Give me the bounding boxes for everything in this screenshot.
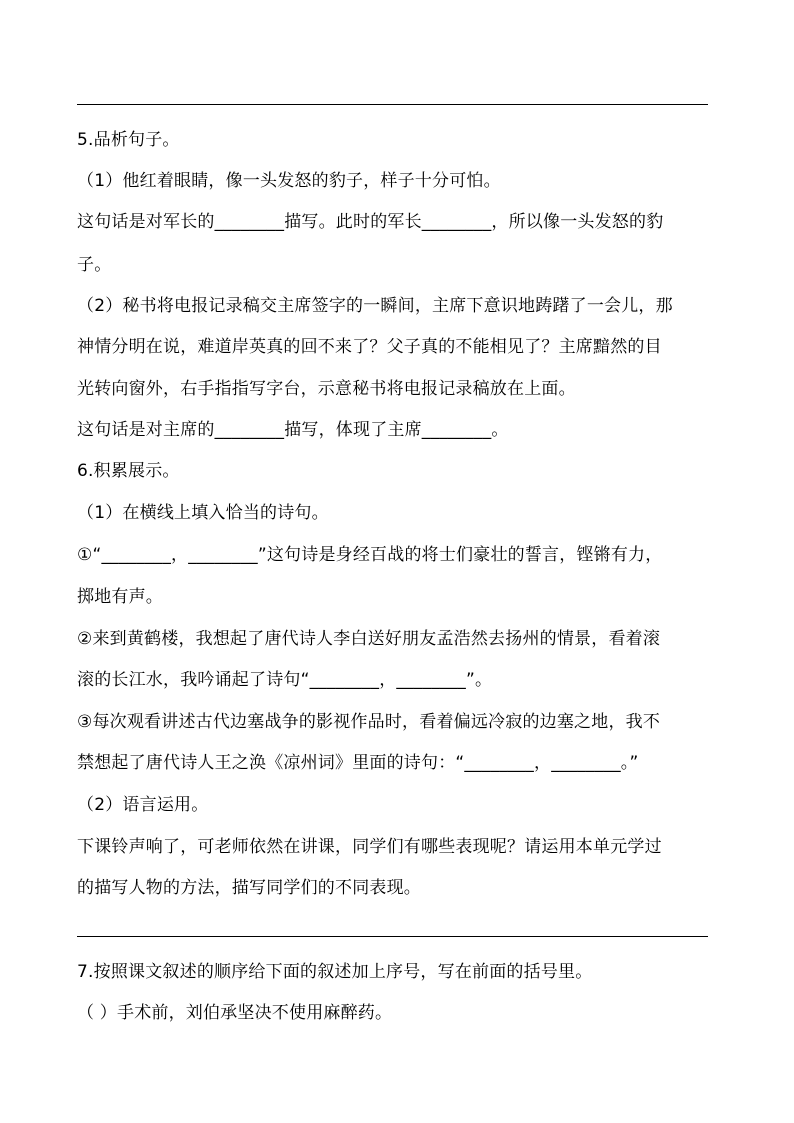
q7-item-1: （ ）手术前，刘伯承坚决不使用麻醉药。 [77,1003,393,1023]
q6-item-1-line-1: ①“________，________”这句诗是身经百战的将士们豪壮的誓言，铿锵有力， [77,545,663,565]
q5-sentence-2-line-3: 光转向窗外，右手指指写字台，示意秘书将电报记录稿放在上面。 [77,379,576,399]
question-5-title: 5.品析句子。 [77,130,180,150]
q6-item-2-line-1: ②来到黄鹤楼，我想起了唐代诗人李白送好朋友孟浩然去扬州的情景，看着滚 [77,629,661,649]
q6-item-1-line-2: 掷地有声。 [77,587,163,607]
q6-item-3-line-1: ③每次观看讲述古代边塞战争的影视作品时，看着偏远冷寂的边塞之地，我不 [77,712,661,732]
q5-sentence-2-line-1: （2）秘书将电报记录稿交主席签字的一瞬间，主席下意识地踌躇了一会儿，那 [77,296,673,316]
q5-sentence-1-question: 这句话是对军长的________描写。此时的军长________，所以像一头发怒的豹 [77,212,664,232]
q5-sentence-1-question-cont: 子。 [77,255,112,275]
q5-sentence-1: （1）他红着眼睛，像一头发怒的豹子，样子十分可怕。 [77,171,501,191]
q6-language-prompt-line-2: 的描写人物的方法，描写同学们的不同表现。 [77,878,421,898]
q5-sentence-2-line-2: 神情分明在说，难道岸英真的回不来了？父子真的不能相见了？主席黯然的目 [77,337,662,357]
answer-line-top [77,104,708,105]
question-7-title: 7.按照课文叙述的顺序给下面的叙述加上序号，写在前面的括号里。 [77,962,593,982]
q6-subsection-2: （2）语言运用。 [77,795,209,815]
q6-item-2-line-2: 滚的长江水，我吟诵起了诗句“________，________”。 [77,670,493,690]
answer-line-bottom [77,936,708,937]
q6-item-3-line-2: 禁想起了唐代诗人王之涣《凉州词》里面的诗句：“________，________。” [77,753,639,773]
q5-sentence-2-question: 这句话是对主席的________描写，体现了主席________。 [77,420,509,440]
question-6-title: 6.积累展示。 [77,461,180,481]
q6-subsection-1: （1）在横线上填入恰当的诗句。 [77,503,329,523]
q6-language-prompt-line-1: 下课铃声响了，可老师依然在讲课，同学们有哪些表现呢？请运用本单元学过 [77,837,662,857]
